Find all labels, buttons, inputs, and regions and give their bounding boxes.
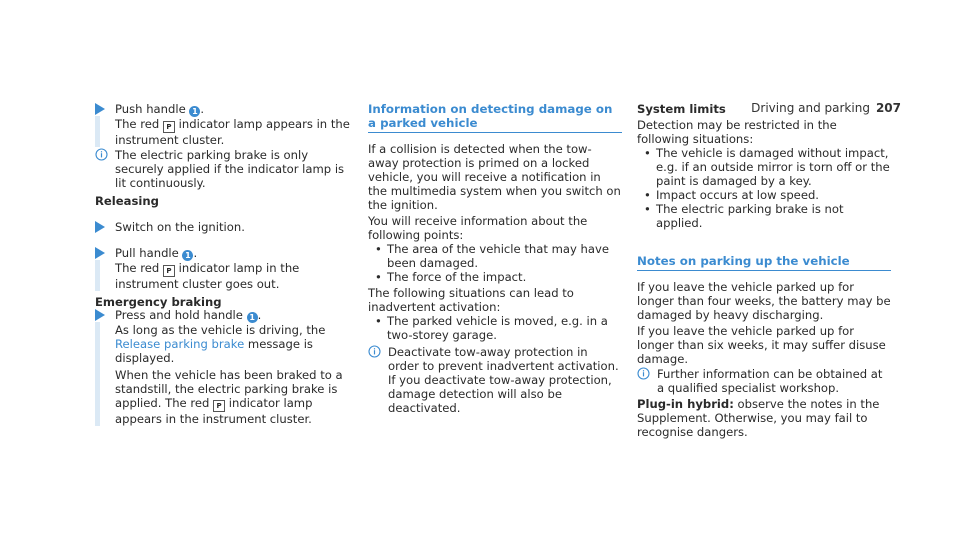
parking-brake-lamp-icon: P — [213, 400, 225, 412]
note-text: The electric parking brake is only securely applied if the indicator lamp is lit continuously. — [115, 148, 345, 190]
info-note-icon — [95, 148, 108, 161]
paragraph: If you leave the vehicle parked up for longer than six weeks, it may suffer disuse damage. — [637, 324, 886, 366]
releasing-title: Releasing — [95, 194, 159, 208]
list-item: • The vehicle is damaged without impact, e.g. if an outside mirror is torn off or the paint is damaged by a key. — [637, 146, 891, 188]
situations-list — [368, 314, 622, 342]
limits-list — [637, 146, 891, 230]
note-text: Deactivate tow-away protection in order to prevent inadvertent activation. If you deactivate tow-away protection, damage detection will also be deactivated. — [388, 345, 619, 415]
column-1 — [95, 102, 355, 426]
step-text: When the vehicle has been braked to a standstill, the electric parking brake is applied. The red — [115, 368, 343, 410]
step-text: Switch on the ignition. — [115, 220, 245, 234]
step-pull-handle: Pull handle 1 . The red P indicator lamp in the instrument cluster goes out. — [95, 246, 355, 291]
plugin-text: observe the notes in the Supplement. Otherwise, you may fail to recognise dangers. — [637, 397, 880, 439]
note-text: Further information can be obtained at a qualified specialist workshop. — [657, 367, 883, 395]
step-text: indicator lamp appears in the instrument cluster. — [115, 117, 350, 147]
column-2 — [368, 102, 622, 415]
step-bar — [95, 260, 100, 291]
damage-points-list — [368, 242, 622, 284]
plugin-hybrid-paragraph — [637, 397, 891, 439]
section-heading: Notes on parking up the vehicle — [637, 254, 891, 271]
step-text: indicator lamp in the instrument cluster goes out. — [115, 261, 300, 291]
step-bar — [95, 116, 100, 147]
paragraph: Detection may be restricted in the following situations: — [637, 118, 837, 146]
step-text: message is displayed. — [115, 337, 313, 365]
step-arrow-icon — [95, 221, 105, 233]
item-badge: 1 — [247, 312, 258, 323]
list-item: • The force of the impact. — [368, 270, 622, 284]
paragraph: If a collision is detected when the tow-away protection is primed on a locked vehicle, you will receive a notification in the multimedia system when you switch on the ignition. — [368, 142, 621, 212]
step-text: The red — [115, 261, 160, 275]
paragraph: If you leave the vehicle parked up for longer than four weeks, the battery may be damaged by heavy discharging. — [637, 280, 891, 322]
step-arrow-icon — [95, 103, 105, 115]
list-item: • The electric parking brake is not applied. — [637, 202, 891, 230]
step-text: indicator lamp appears in the instrument cluster. — [115, 396, 313, 426]
step-text: The red — [115, 117, 160, 131]
list-item: • The area of the vehicle that may have been damaged. — [368, 242, 622, 270]
section-heading: Information on detecting damage on a parked vehicle — [368, 102, 622, 133]
page-number: 207 — [875, 101, 901, 115]
release-parking-brake-message: Release parking brake — [115, 337, 245, 351]
step-text: Push handle — [115, 102, 186, 116]
section-title: Driving and parking — [751, 101, 870, 115]
item-badge: 1 — [189, 106, 200, 117]
step-bar — [95, 322, 100, 426]
system-limits-title: System limits — [637, 102, 726, 116]
info-note-icon — [637, 367, 650, 380]
info-note-icon — [368, 345, 381, 358]
emergency-braking-block — [95, 295, 355, 309]
item-badge: 1 — [182, 250, 193, 261]
list-item: • The parked vehicle is moved, e.g. in a two-storey garage. — [368, 314, 622, 342]
column-3 — [637, 102, 891, 439]
step-push-handle: Push handle 1 . The red P indicator lamp appears in the instrument cluster. — [95, 102, 355, 147]
note-deactivate — [368, 345, 622, 415]
parking-brake-lamp-icon: P — [163, 265, 175, 277]
note-securely-applied — [95, 148, 355, 190]
plugin-label: Plug-in hybrid: — [637, 397, 734, 411]
step-arrow-icon — [95, 247, 105, 259]
step-arrow-icon — [95, 309, 105, 321]
emergency-title: Emergency braking — [95, 295, 222, 309]
step-text: Press and hold handle — [115, 308, 243, 322]
note-further-info — [637, 367, 891, 395]
step-switch-ignition — [95, 220, 355, 234]
list-item: • Impact occurs at low speed. — [637, 188, 891, 202]
step-text: Pull handle — [115, 246, 179, 260]
paragraph: You will receive information about the following points: — [368, 214, 588, 242]
step-text: As long as the vehicle is driving, the — [115, 323, 326, 337]
paragraph: The following situations can lead to inadvertent activation: — [368, 286, 574, 314]
parking-brake-lamp-icon: P — [163, 121, 175, 133]
step-press-hold: Press and hold handle 1 . As long as the vehicle is driving, the Release parking brake message is displayed. When the vehicle has been braked to a standstill, the electric parking brake is applied. The red P indicator lamp appears in the instrument cluster. — [95, 308, 355, 426]
